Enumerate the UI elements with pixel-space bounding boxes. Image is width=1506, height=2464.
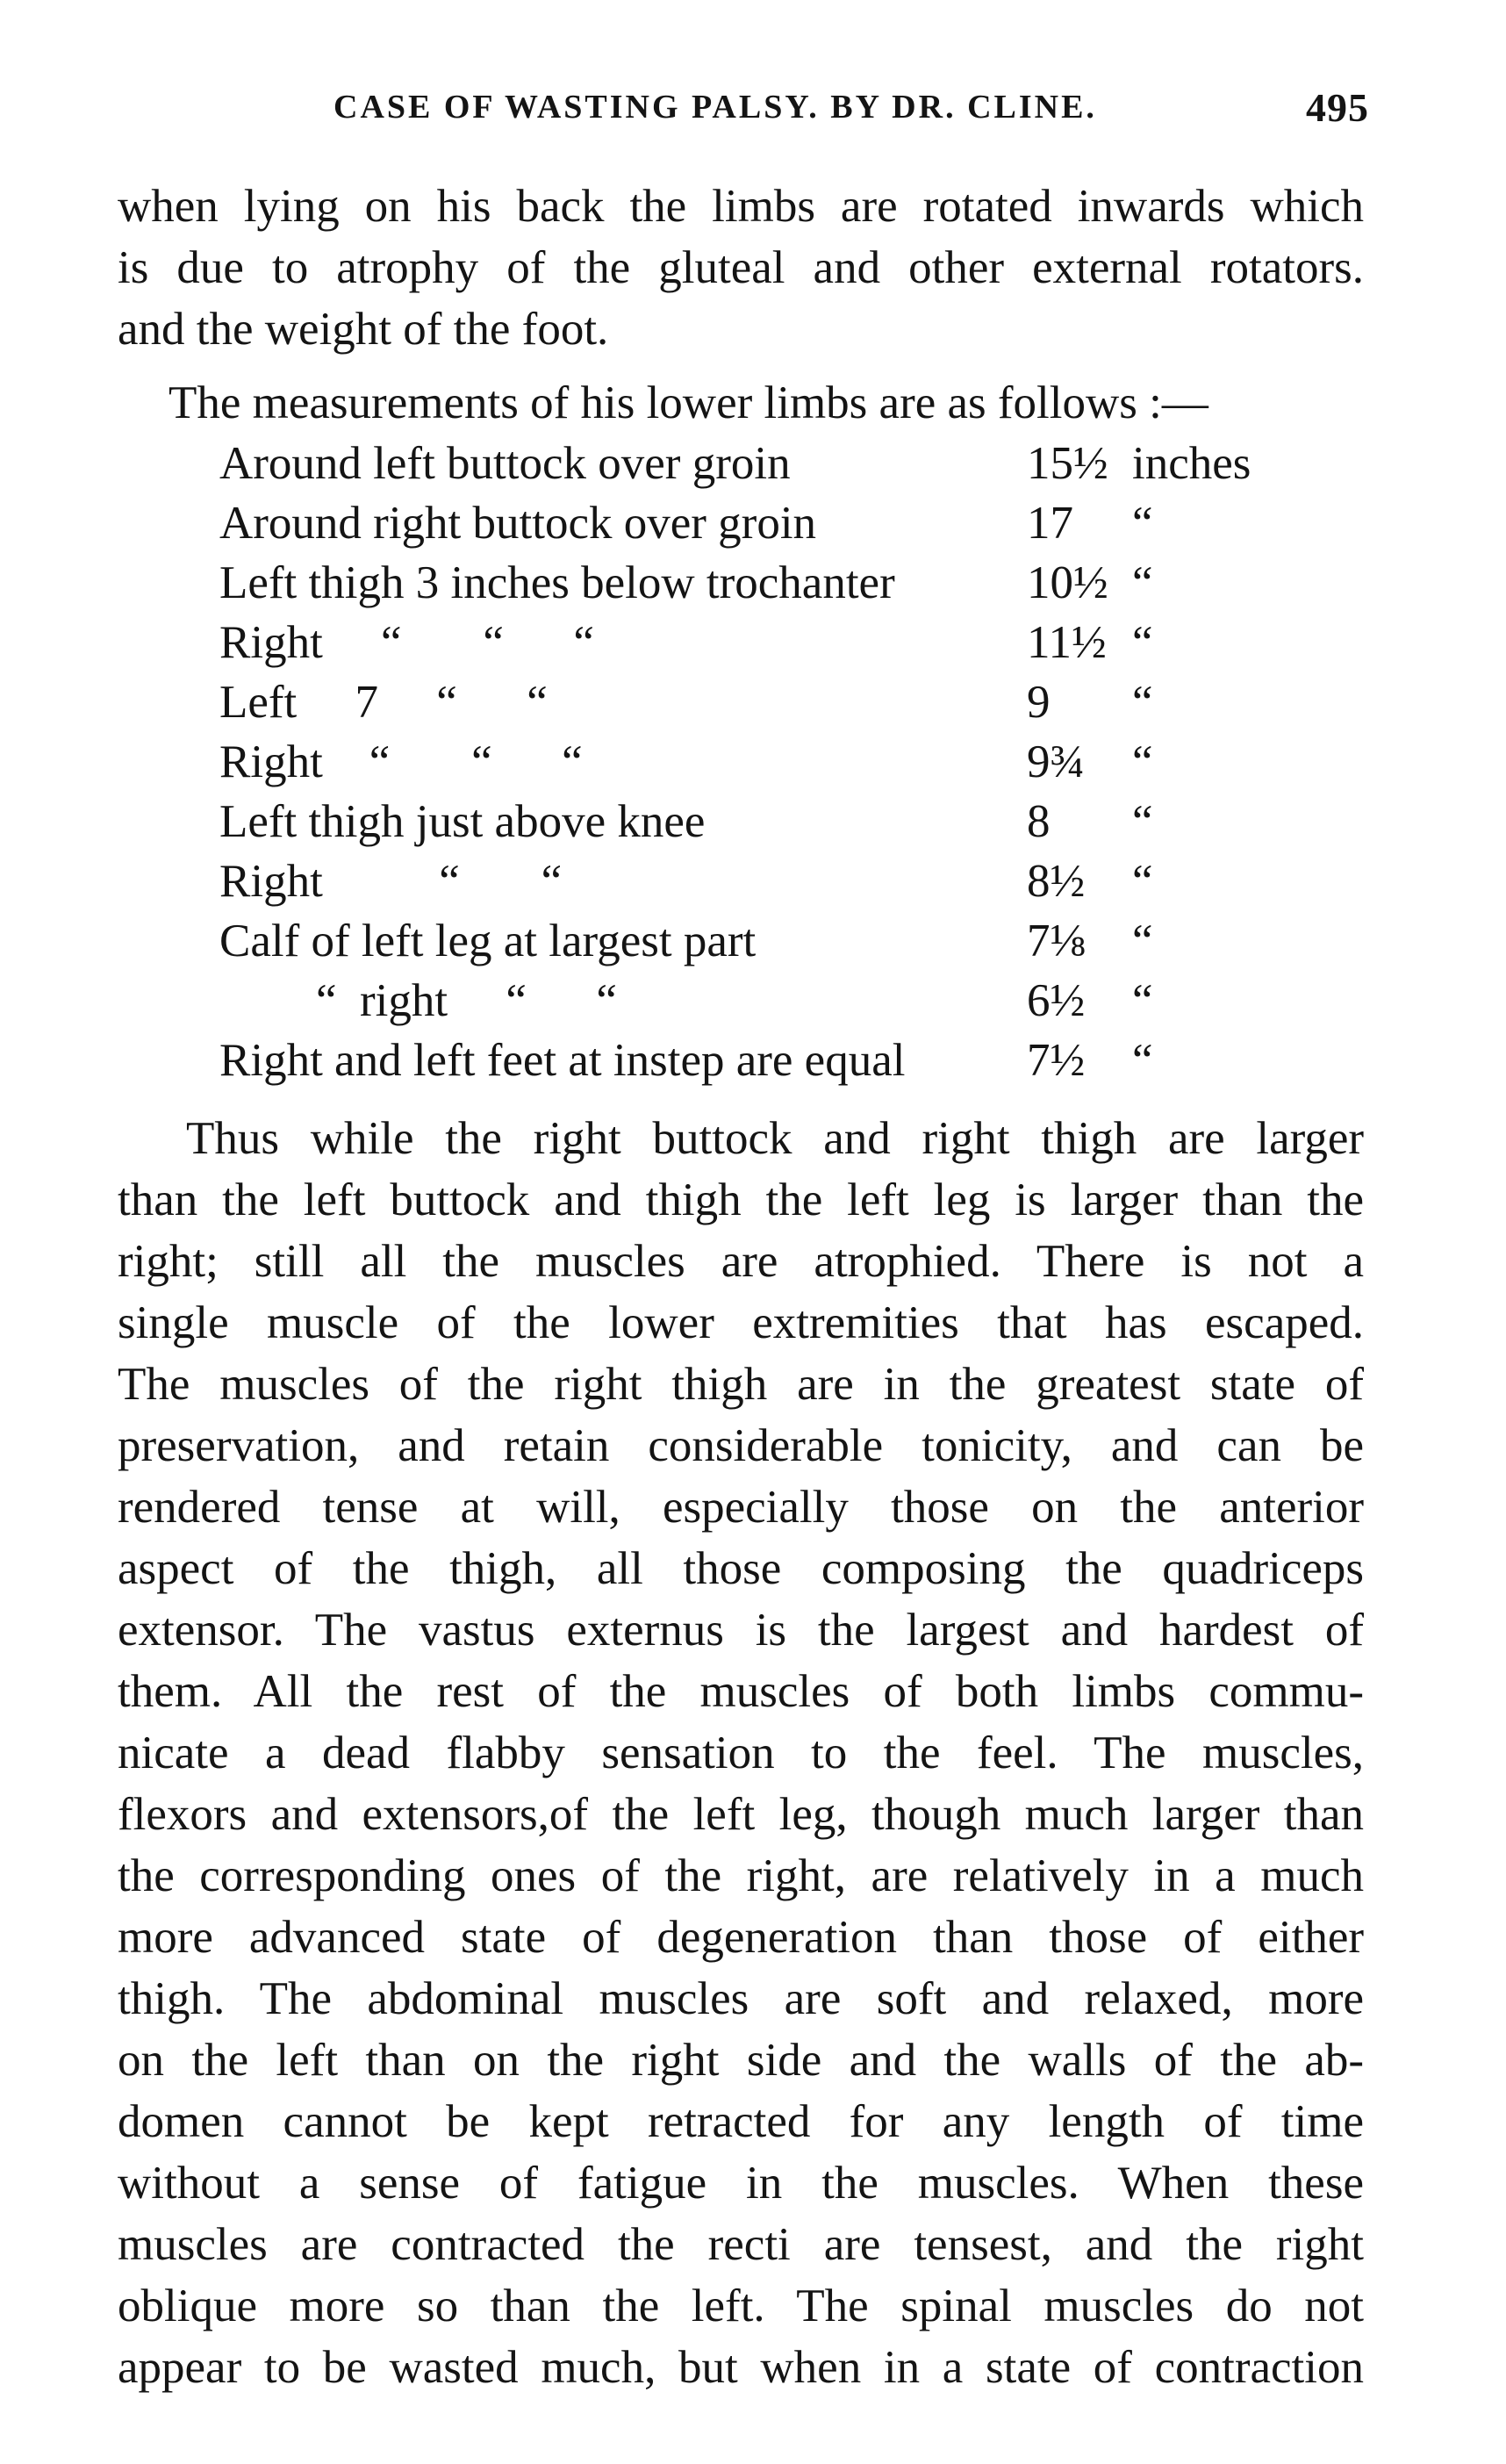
text-line: and the weight of the foot.	[118, 304, 609, 355]
measurement-unit: inches	[1132, 438, 1251, 489]
measurement-label: Left thigh 3 inches below trochanter	[219, 557, 895, 608]
text-line: The measurements of his lower limbs are as follows :—	[169, 377, 1208, 428]
measurement-value: 15½	[1027, 438, 1108, 489]
measurement-unit: “	[1132, 916, 1153, 966]
running-head-title: CASE OF WASTING PALSY. BY DR. CLINE.	[333, 89, 1097, 126]
running-head	[333, 85, 1369, 140]
text-line: appear to be wasted much, but when in a state of contraction	[118, 2342, 1364, 2393]
measurement-unit: “	[1132, 557, 1153, 608]
measurement-row	[219, 795, 1273, 855]
page-number: 495	[1306, 85, 1369, 130]
measurement-value: 11½	[1027, 617, 1107, 668]
text-line: The muscles of the right thigh are in the greatest state of	[118, 1359, 1364, 1410]
measurement-label: “ right “ “	[316, 975, 617, 1026]
text-line: the corresponding ones of the right, are relatively in a much	[118, 1850, 1364, 1901]
measurement-row	[219, 557, 1273, 616]
text-line: on the left than on the right side and the walls of the ab-	[118, 2035, 1364, 2086]
measurement-unit: “	[1132, 975, 1153, 1026]
text-line: them. All the rest of the muscles of both limbs commu-	[118, 1666, 1364, 1717]
measurement-unit: “	[1132, 856, 1153, 907]
text-line: muscles are contracted the recti are tensest, and the right	[118, 2219, 1364, 2270]
measurement-row	[219, 736, 1273, 795]
measurement-value: 6½	[1027, 975, 1086, 1026]
measurement-unit: “	[1132, 677, 1153, 728]
text-line: extensor. The vastus externus is the largest and hardest of	[118, 1605, 1364, 1656]
measurement-value: 8	[1027, 796, 1051, 847]
measurement-label: Left 7 “ “	[219, 677, 548, 728]
measurement-value: 7⅛	[1027, 916, 1086, 966]
measurement-label: Around left buttock over groin	[219, 438, 791, 489]
measurement-unit: “	[1132, 498, 1153, 549]
text-line: oblique more so than the left. The spinal muscles do not	[118, 2281, 1364, 2331]
measurement-value: 7½	[1027, 1035, 1086, 1086]
measurement-label: Left thigh just above knee	[219, 796, 706, 847]
measurement-row	[219, 616, 1273, 676]
text-line: aspect of the thigh, all those composing the quadriceps	[118, 1543, 1364, 1594]
measurements-table	[219, 437, 1273, 1094]
text-line: nicate a dead flabby sensation to the feel. The muscles,	[118, 1728, 1364, 1778]
measurement-unit: “	[1132, 796, 1153, 847]
measurement-row	[219, 497, 1273, 557]
paragraph-continuation	[118, 176, 1364, 360]
text-line: right; still all the muscles are atrophied. There is not a	[118, 1236, 1364, 1287]
measurement-label: Right and left feet at instep are equal	[219, 1035, 906, 1086]
measurement-row	[219, 676, 1273, 736]
paragraph-measurements-intro	[169, 372, 1364, 434]
measurement-value: 17	[1027, 498, 1073, 549]
measurement-label: Right “ “ “	[219, 617, 594, 668]
text-line: than the left buttock and thigh the left leg is larger than the	[118, 1175, 1364, 1225]
measurement-row	[219, 974, 1273, 1034]
measurement-value: 8½	[1027, 856, 1086, 907]
text-line: thigh. The abdominal muscles are soft and relaxed, more	[118, 1973, 1364, 2024]
text-line: Thus while the right buttock and right thigh are larger	[186, 1113, 1364, 1164]
text-line: single muscle of the lower extremities that has escaped.	[118, 1297, 1364, 1348]
text-line: preservation, and retain considerable tonicity, and can be	[118, 1420, 1364, 1471]
measurement-row	[219, 1034, 1273, 1094]
text-line: when lying on his back the limbs are rotated inwards which	[118, 181, 1364, 232]
measurement-label: Right “ “	[219, 856, 563, 907]
measurement-label: Right “ “ “	[219, 736, 583, 787]
measurement-row	[219, 915, 1273, 974]
measurement-unit: “	[1132, 1035, 1153, 1086]
measurement-row	[219, 855, 1273, 915]
measurement-value: 9¾	[1027, 736, 1086, 787]
measurement-label: Around right buttock over groin	[219, 498, 817, 549]
measurement-value: 9	[1027, 677, 1051, 728]
text-line: flexors and extensors,of the left leg, though much larger than	[118, 1789, 1364, 1840]
text-line: without a sense of fatigue in the muscles. When these	[118, 2158, 1364, 2209]
measurement-unit: “	[1132, 736, 1153, 787]
paragraph-discussion	[118, 1108, 1364, 2398]
text-line: is due to atrophy of the gluteal and other external rotators.	[118, 242, 1364, 293]
measurement-row	[219, 437, 1273, 497]
text-line: domen cannot be kept retracted for any length of time	[118, 2096, 1364, 2147]
text-line: rendered tense at will, especially those on the anterior	[118, 1482, 1364, 1533]
measurement-value: 10½	[1027, 557, 1108, 608]
measurement-unit: “	[1132, 617, 1153, 668]
text-line: more advanced state of degeneration than those of either	[118, 1912, 1364, 1963]
measurement-label: Calf of left leg at largest part	[219, 916, 757, 966]
